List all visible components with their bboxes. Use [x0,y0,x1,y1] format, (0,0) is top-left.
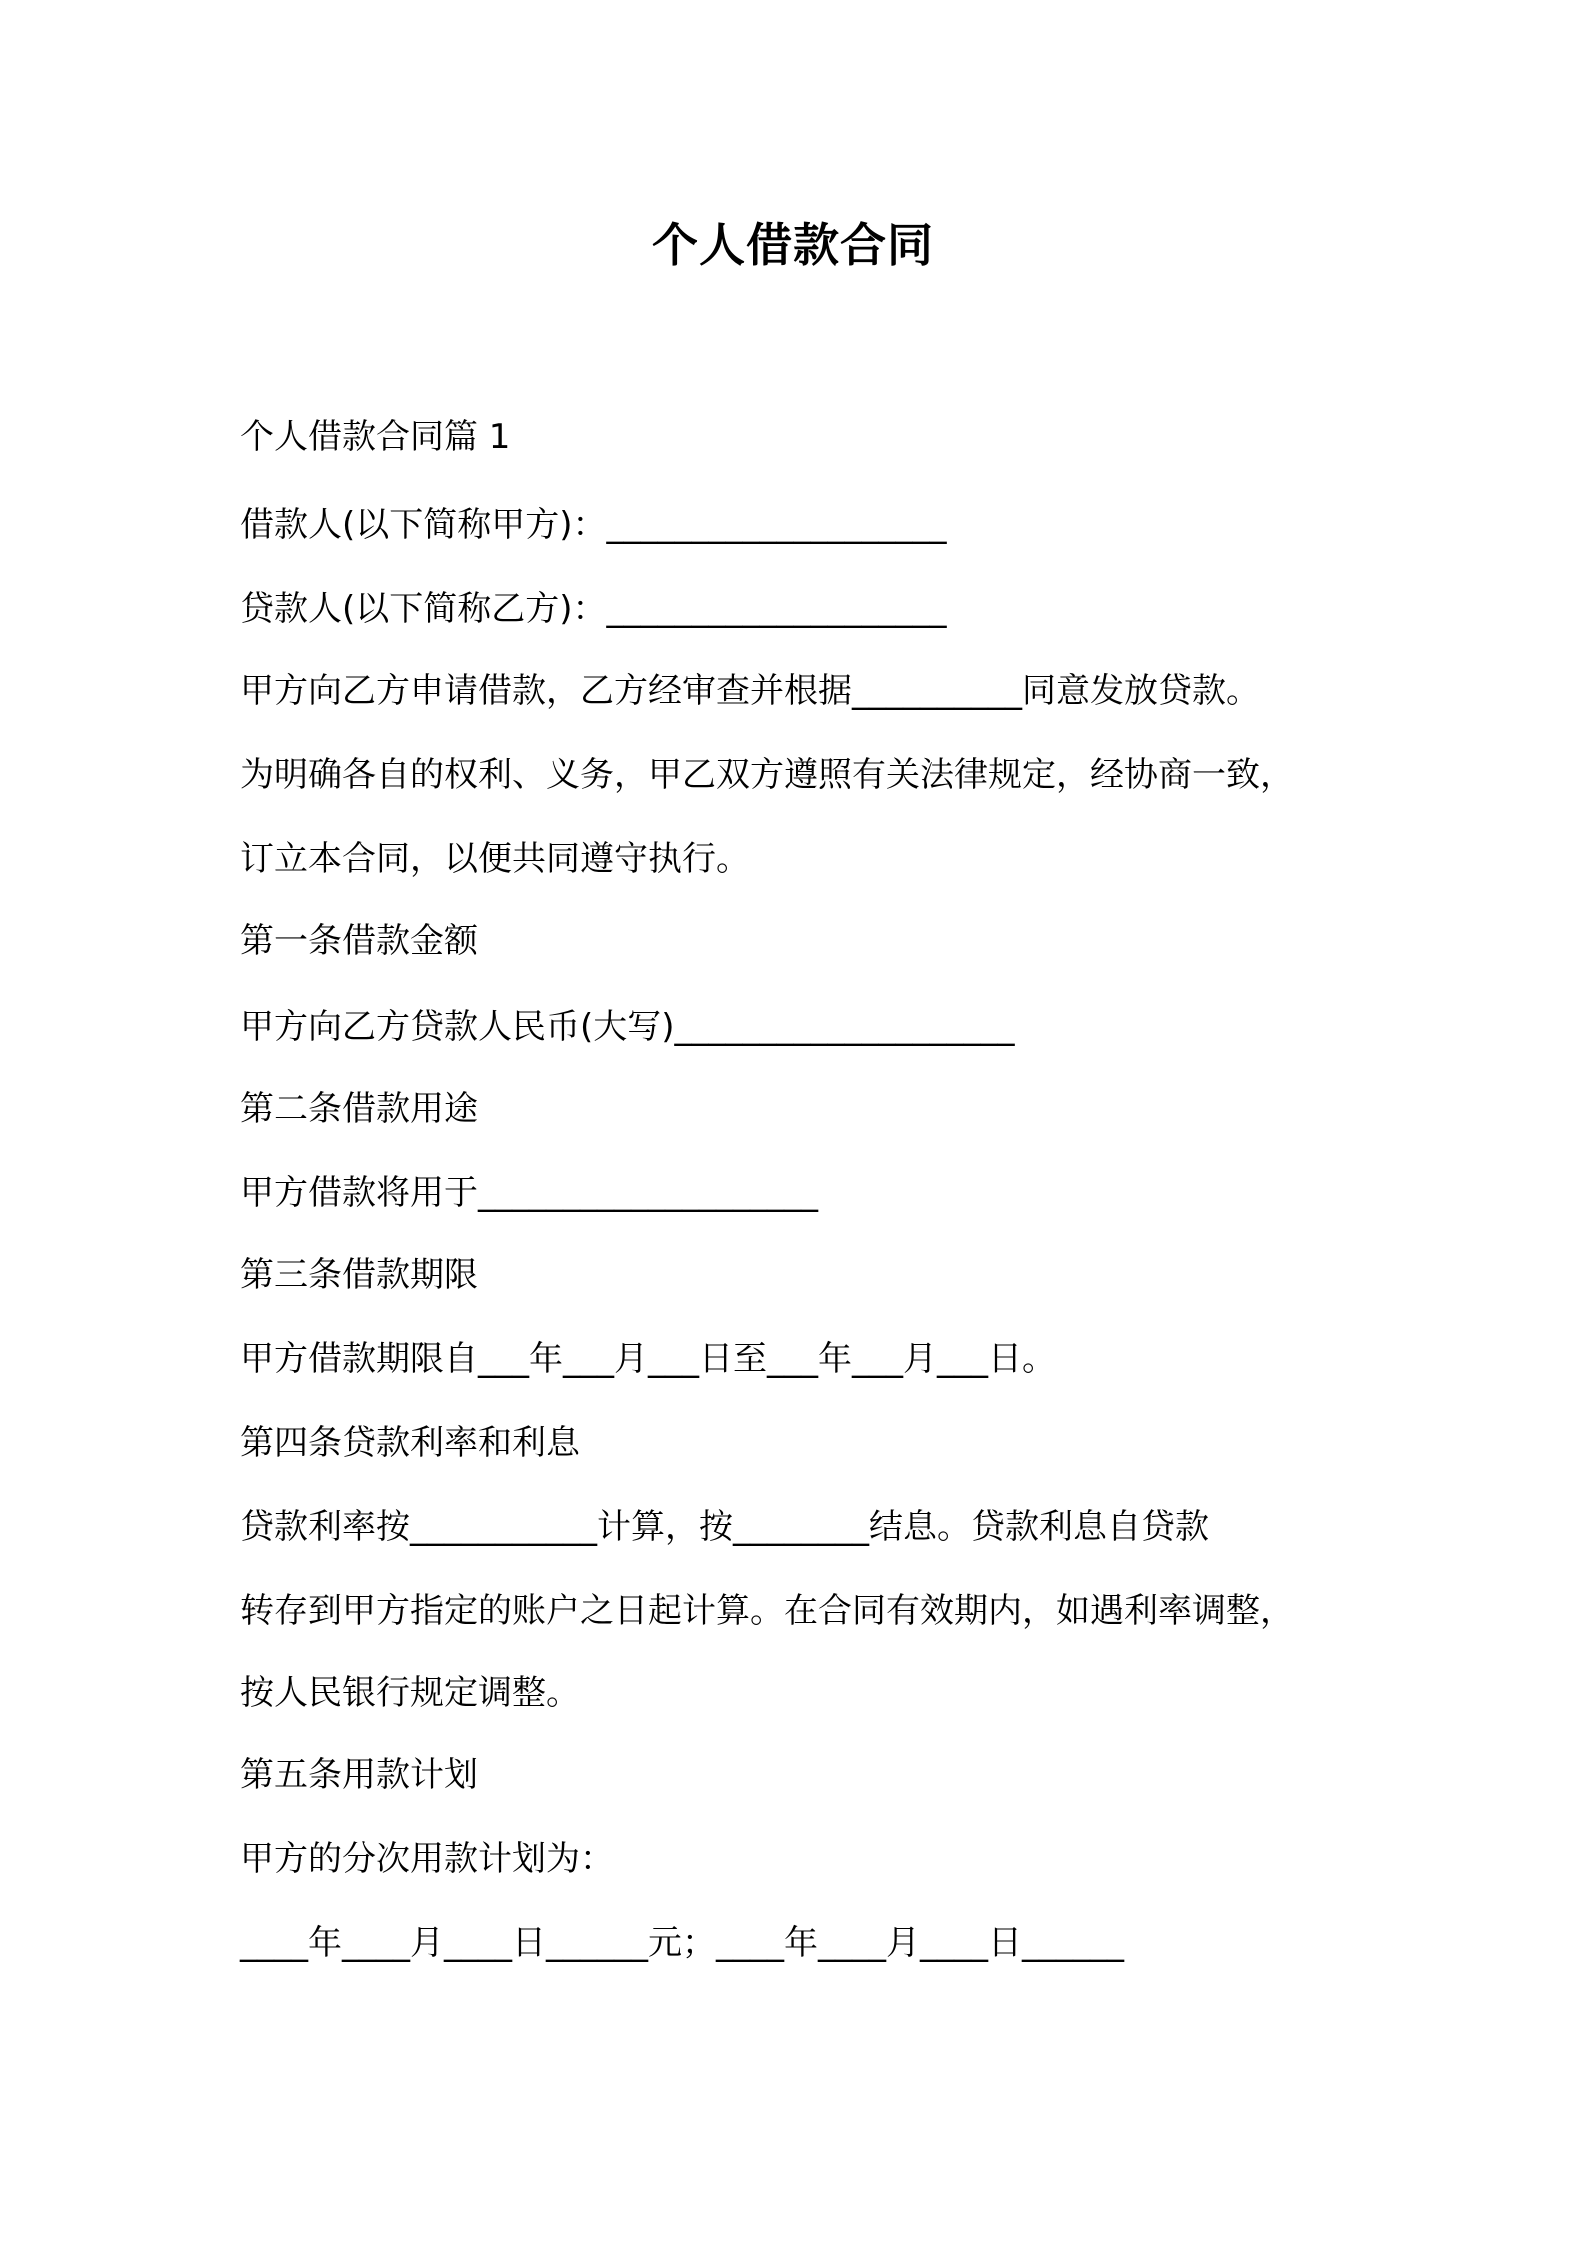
paragraph-line: 按人民银行规定调整。 [240,1673,580,1713]
paragraph-line: 贷款利率按___________计算，按________结息。贷款利息自贷款 [240,1507,1209,1547]
section-heading: 个人借款合同篇 1 [240,417,511,457]
paragraph-line: 甲方借款期限自___年___月___日至___年___月___日。 [240,1339,1056,1379]
lender-line: 贷款人(以下简称乙方)：____________________ [240,589,947,629]
paragraph-line: 甲方向乙方申请借款，乙方经审查并根据__________同意发放贷款。 [240,671,1260,711]
paragraph-line: 甲方向乙方贷款人民币(大写)____________________ [240,1007,1015,1047]
paragraph-line: 甲方借款将用于____________________ [240,1173,818,1213]
article-heading: 第四条贷款利率和利息 [240,1423,580,1463]
article-heading: 第一条借款金额 [240,921,478,961]
article-heading: 第二条借款用途 [240,1089,478,1129]
paragraph-line: 订立本合同，以便共同遵守执行。 [240,839,750,879]
article-heading: 第三条借款期限 [240,1255,478,1295]
paragraph-line: ____年____月____日______元；____年____月____日______ [240,1923,1124,1963]
paragraph-line: 转存到甲方指定的账户之日起计算。在合同有效期内，如遇利率调整， [240,1591,1294,1631]
borrower-line: 借款人(以下简称甲方)：____________________ [240,505,947,545]
article-heading: 第五条用款计划 [240,1755,478,1795]
paragraph-line: 甲方的分次用款计划为： [240,1839,614,1879]
document-title: 个人借款合同 [652,218,934,272]
paragraph-line: 为明确各自的权利、义务，甲乙双方遵照有关法律规定，经协商一致， [240,755,1294,795]
